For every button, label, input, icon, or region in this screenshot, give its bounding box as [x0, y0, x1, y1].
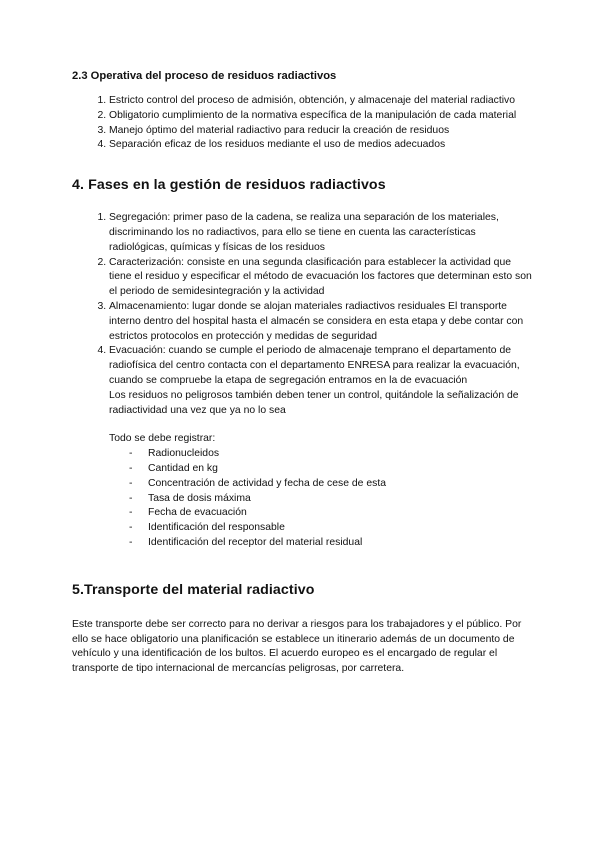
section-5-paragraph: Este transporte debe ser correcto para no derivar a riesgos para los trabajadores y el público. Por ello se hace obligatorio una planificación se establece un itinerario además de un documento de vehículo y una identificación de los bultos. El acuerdo europeo es el encargado de regular el transporte de tipo internacional de mercancías peligrosas, por carretera.: [72, 618, 522, 675]
register-item: - Radionucleidos: [129, 447, 532, 462]
section-2-3-heading: 2.3 Operativa del proceso de residuos radiactivos: [72, 70, 337, 82]
register-item: - Identificación del receptor del material residual: [129, 536, 532, 551]
register-item: - Cantidad en kg: [129, 462, 532, 477]
list-item: 1. Segregación: primer paso de la cadena, se realiza una separación de los materiales, discriminando los no radiactivos, para ello se tiene en cuenta las características radiológicas, químicas y físicas de los residuos: [109, 211, 532, 255]
section-4-heading: 4. Fases en la gestión de residuos radiactivos: [72, 177, 386, 194]
list-item: 2. Obligatorio cumplimiento de la normativa específica de la manipulación de cada material: [109, 109, 532, 124]
list-item: 1. Estricto control del proceso de admisión, obtención, y almacenaje del material radiactivo: [109, 94, 532, 109]
non-hazardous-note: Los residuos no peligrosos también deben tener un control, quitándole la señalización de radiactividad una vez que ya no lo sea: [109, 389, 519, 416]
section-2-3-list: [72, 94, 532, 153]
register-list: [109, 447, 532, 551]
list-item: 2. Caracterización: consiste en una segunda clasificación para establecer la actividad que tiene el residuo y especificar el método de evacuación los factores que determinan esto son el periodo de semidesintegración y la actividad: [109, 256, 532, 300]
list-item: 3. Manejo óptimo del material radiactivo para reducir la creación de residuos: [109, 124, 532, 139]
section-5-heading: 5.Transporte del material radiactivo: [72, 581, 315, 598]
register-item: - Fecha de evacuación: [129, 506, 532, 521]
register-item: - Tasa de dosis máxima: [129, 492, 532, 507]
list-item-evacuation: [109, 344, 532, 550]
page-content: [72, 64, 532, 677]
register-intro: Todo se debe registrar:: [109, 433, 216, 445]
register-item: - Concentración de actividad y fecha de cese de esta: [129, 477, 532, 492]
register-item: - Identificación del responsable: [129, 521, 532, 536]
list-item: 3. Almacenamiento: lugar donde se alojan materiales radiactivos residuales El transporte interno dentro del hospital hasta el almacén se considera en esta etapa y debe contar con estrictos protocolos en protección y medidas de seguridad: [109, 300, 532, 344]
list-item-text: 4. Evacuación: cuando se cumple el periodo de almacenaje temprano el departamento de radiofísica del centro contacta con el departamento ENRESA para realizar la evacuación, cuando se compruebe la etapa de segregación entramos en la de evacuación: [109, 345, 520, 386]
list-item: 4. Separación eficaz de los residuos mediante el uso de medios adecuados: [109, 138, 532, 153]
section-4-list: [72, 211, 532, 551]
